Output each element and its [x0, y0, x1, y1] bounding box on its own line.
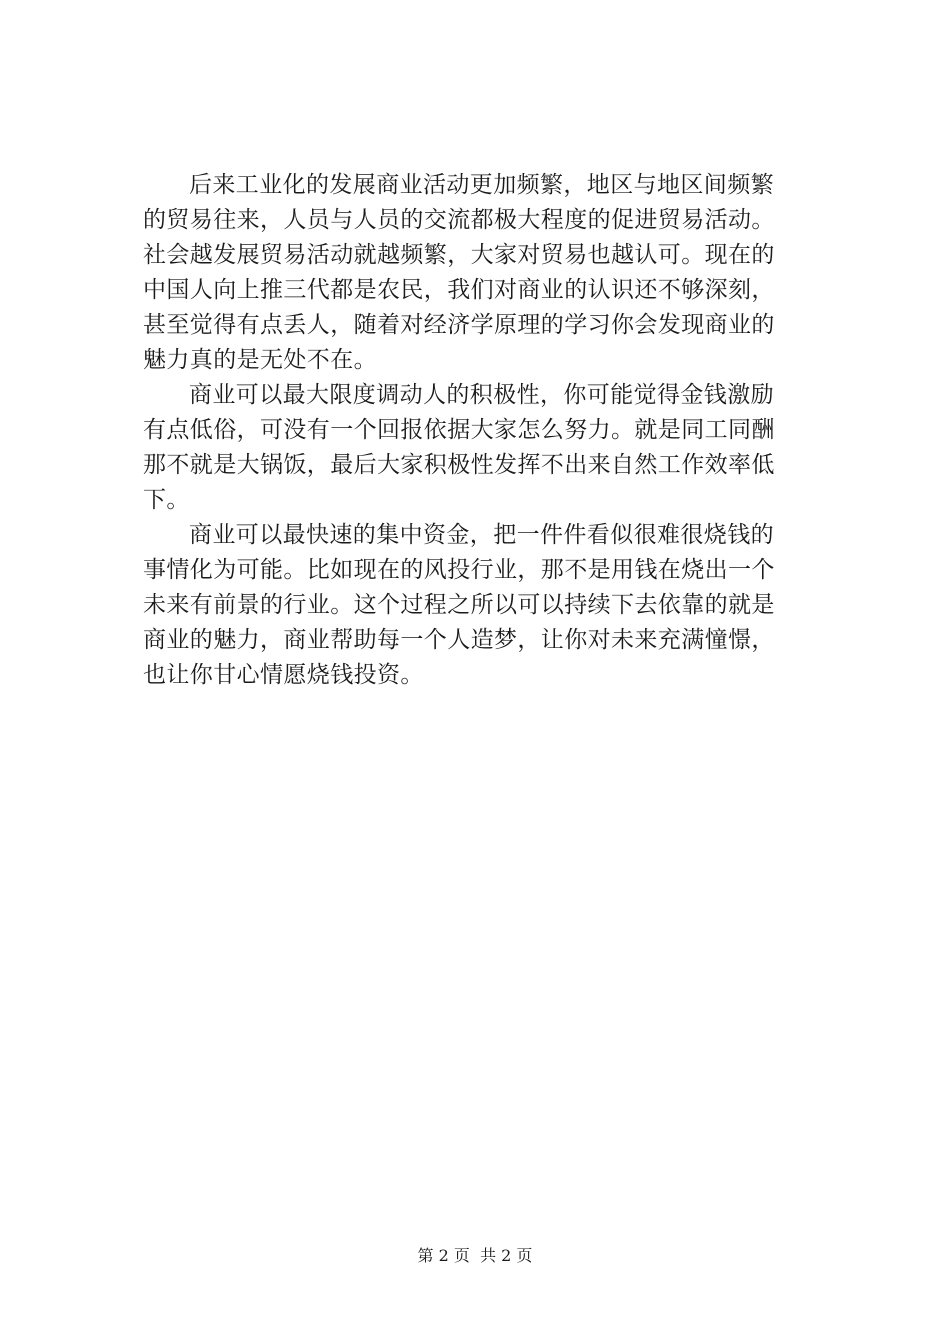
paragraph-line: 后来工业化的发展商业活动更加频繁，地区与地区间频繁	[189, 172, 774, 198]
paragraph-3	[143, 518, 833, 693]
paragraph-1	[143, 168, 833, 378]
paragraph-line: 下。	[143, 487, 190, 513]
paragraph-line: 那不就是大锅饭，最后大家积极性发挥不出来自然工作效率低	[143, 452, 775, 478]
paragraph-line: 的贸易往来，人员与人员的交流都极大程度的促进贸易活动。	[143, 207, 775, 233]
paragraph-line: 商业的魅力，商业帮助每一个人造梦，让你对未来充满憧憬，	[143, 627, 775, 653]
paragraph-line: 中国人向上推三代都是农民，我们对商业的认识还不够深刻，	[143, 277, 775, 303]
paragraph-line: 事情化为可能。比如现在的风投行业，那不是用钱在烧出一个	[143, 557, 775, 583]
paragraph-line: 未来有前景的行业。这个过程之所以可以持续下去依靠的就是	[143, 592, 775, 618]
paragraph-line: 社会越发展贸易活动就越频繁，大家对贸易也越认可。现在的	[143, 242, 775, 268]
page-footer	[0, 1243, 950, 1266]
paragraph-line: 商业可以最大限度调动人的积极性，你可能觉得金钱激励	[189, 382, 774, 408]
paragraph-2	[143, 378, 833, 518]
paragraph-line: 也让你甘心情愿烧钱投资。	[143, 662, 424, 688]
paragraph-line: 商业可以最快速的集中资金，把一件件看似很难很烧钱的	[189, 522, 774, 548]
paragraph-line: 甚至觉得有点丢人，随着对经济学原理的学习你会发现商业的	[143, 312, 775, 338]
paragraph-line: 魅力真的是无处不在。	[143, 347, 377, 373]
document-body	[143, 168, 833, 693]
paragraph-line: 有点低俗，可没有一个回报依据大家怎么努力。就是同工同酬	[143, 417, 775, 443]
page-number: 第 2 页 共 2 页	[417, 1246, 533, 1265]
